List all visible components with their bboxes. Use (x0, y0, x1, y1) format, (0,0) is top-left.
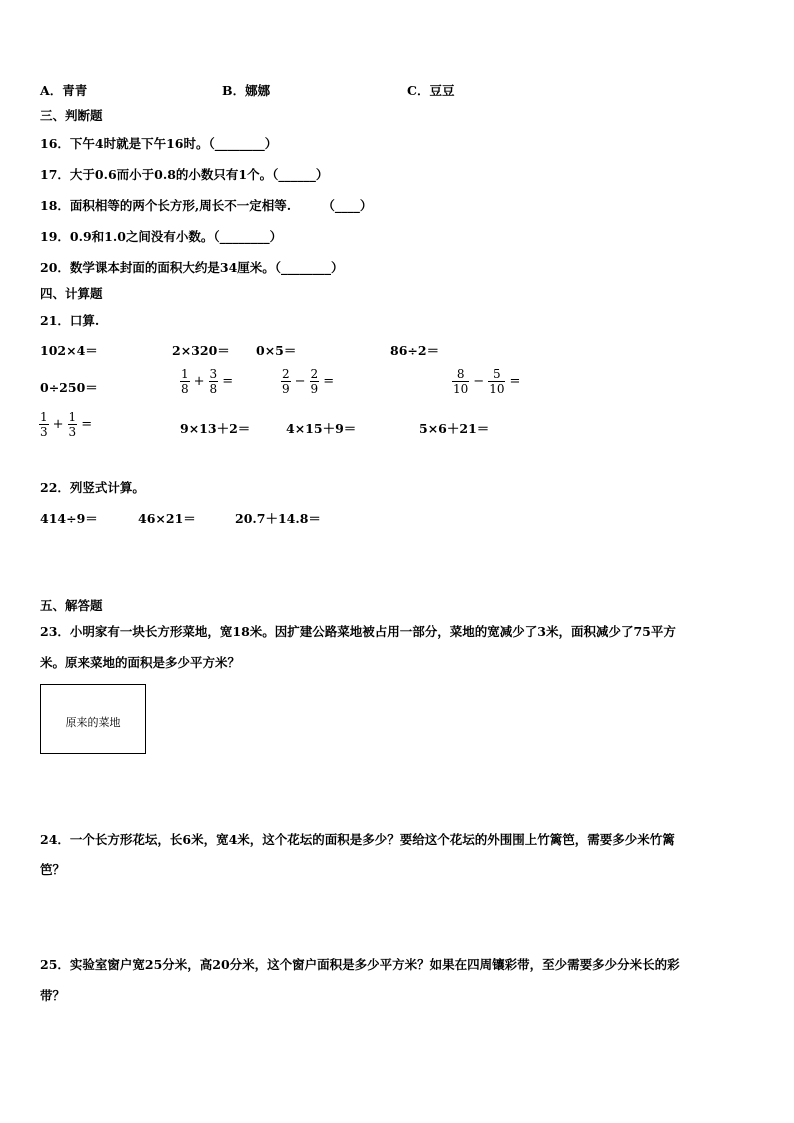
calc-item: 2×320＝ (172, 343, 230, 358)
section-3-title: 三、判断题 (40, 108, 103, 123)
numerator: 1 (40, 410, 48, 424)
calc-item: 0×5＝ (256, 343, 297, 358)
operator: + (193, 374, 205, 389)
fraction-expression (39, 410, 96, 439)
equals-sign: = (222, 374, 234, 389)
numerator: 1 (68, 410, 77, 424)
question-20: 20．数学课本封面的面积大约是34厘米。（________） (40, 260, 344, 275)
calc-item: 5×6＋21＝ (419, 421, 490, 436)
calc-item: 20.7＋14.8＝ (235, 511, 321, 526)
operator: − (294, 374, 306, 389)
calc-item: 86÷2＝ (390, 343, 440, 358)
question-25-line1: 25．实验室窗户宽25分米，高20分米，这个窗户面积是多少平方米？如果在四周镶彩带，至少需要多少分米长的彩 (40, 957, 680, 972)
equals-sign: = (81, 417, 93, 432)
fraction-expression (180, 367, 237, 396)
fraction-expression (452, 367, 524, 396)
question-22-title: 22．列竖式计算。 (40, 480, 145, 495)
calc-item: 414÷9＝ (40, 511, 98, 526)
calc-item: 4×15＋9＝ (286, 421, 357, 436)
denominator: 9 (282, 382, 290, 396)
fraction (180, 367, 190, 396)
numerator: 2 (282, 367, 290, 381)
question-24-line1: 24．一个长方形花坛，长6米，宽4米，这个花坛的面积是多少？要给这个花坛的外围围上竹篱笆，需要多少米竹篱 (40, 832, 675, 847)
fraction (452, 367, 469, 396)
question-23-line1: 23．小明家有一块长方形菜地，宽18米。因扩建公路菜地被占用一部分，菜地的宽减少了3米，面积减少了75平方 (40, 624, 676, 639)
operator: + (52, 417, 64, 432)
calc-item: 46×21＝ (138, 511, 196, 526)
option-a: A．青青 (40, 83, 88, 98)
option-b: B．娜娜 (222, 83, 271, 98)
fraction (39, 410, 49, 439)
question-16: 16．下午4时就是下午16时。（________） (40, 136, 278, 151)
numerator: 5 (493, 367, 501, 381)
section-4-title: 四、计算题 (40, 286, 103, 301)
option-c: C．豆豆 (407, 83, 455, 98)
numerator: 2 (310, 367, 319, 381)
denominator: 10 (489, 382, 505, 396)
fraction (68, 410, 78, 439)
vegetable-plot-diagram (40, 684, 146, 754)
question-23-line2: 米。原来菜地的面积是多少平方米？ (40, 655, 241, 670)
calc-item: 0÷250＝ (40, 380, 98, 395)
numerator: 1 (181, 367, 189, 381)
fraction (209, 367, 219, 396)
diagram-label: 原来的菜地 (65, 716, 121, 729)
denominator: 8 (209, 382, 218, 396)
question-18: 18．面积相等的两个长方形,周长不一定相等. （____） (40, 198, 373, 213)
operator: − (473, 374, 485, 389)
denominator: 3 (40, 425, 48, 439)
section-5-title: 五、解答题 (40, 598, 103, 613)
question-21-title: 21．口算. (40, 313, 100, 328)
denominator: 8 (181, 382, 189, 396)
equals-sign: = (509, 374, 521, 389)
denominator: 9 (310, 382, 319, 396)
equals-sign: = (323, 374, 335, 389)
fraction-expression (281, 367, 338, 396)
fraction (310, 367, 320, 396)
question-17: 17．大于0.6而小于0.8的小数只有1个。（______） (40, 167, 329, 182)
numerator: 8 (456, 367, 465, 381)
fraction (488, 367, 505, 396)
question-25-line2: 带？ (40, 988, 66, 1003)
question-19: 19．0.9和1.0之间没有小数。（________） (40, 229, 283, 244)
calc-item: 9×13＋2＝ (180, 421, 251, 436)
calc-item: 102×4＝ (40, 343, 98, 358)
question-24-line2: 笆？ (40, 862, 66, 877)
numerator: 3 (209, 367, 218, 381)
denominator: 3 (68, 425, 77, 439)
denominator: 10 (453, 382, 469, 396)
fraction (281, 367, 291, 396)
